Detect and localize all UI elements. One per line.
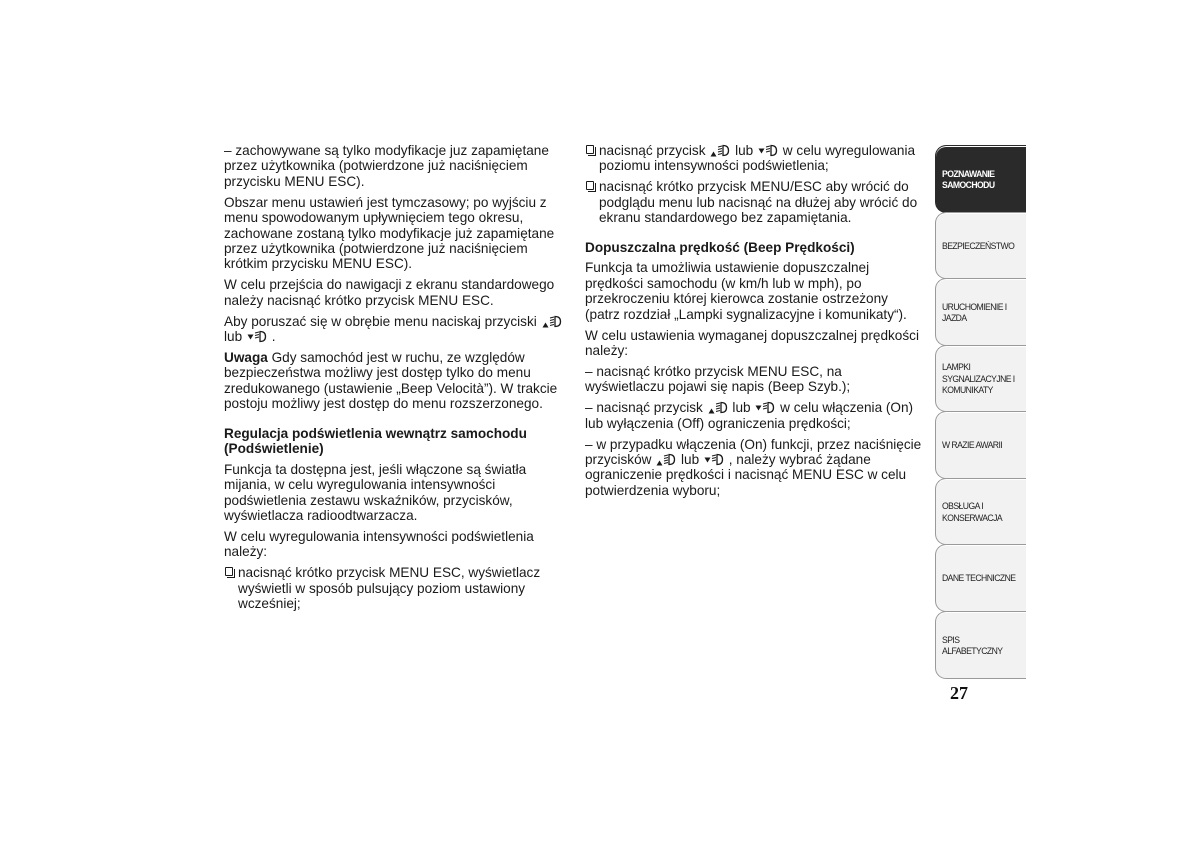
tab-obsluga-i-konserwacja[interactable]: [935, 478, 1026, 545]
brightness-up-icon: [710, 144, 730, 157]
tab-spis-alfabetyczny[interactable]: [935, 611, 1026, 679]
text-run: – w przypadku włączenia (On) funkcji, przez naciśnięcie przycisków: [585, 436, 922, 467]
text-run: , należy wybrać żądane ograniczenie prędkości i nacisnąć MENU ESC w celu potwierdzenia wyboru;: [585, 451, 907, 498]
brightness-up-icon: [708, 401, 728, 414]
checkbox-bullet-icon: [586, 145, 594, 154]
text-run: lub: [732, 400, 751, 416]
middle-text-column: [585, 143, 923, 504]
tab-label: SPIS ALFABETYCZNY: [942, 633, 1003, 656]
paragraph: Funkcja ta umożliwia ustawienie dopuszczalnej prędkości samochodu (w km/h lub w mph), po przekroczeniu której kierowca zostanie ostrzeżony (patrz rozdział „Lampki sygnalizacyjne i komunikaty“).: [585, 260, 907, 322]
tab-label: BEZPIECZEŃSTWO: [942, 239, 1015, 251]
checkbox-bullet-icon: [225, 567, 233, 576]
paragraph: W celu przejścia do nawigacji z ekranu standardowego należy nacisnąć krótko przycisk MENU ESC.: [224, 277, 555, 308]
bullet-item: [585, 179, 923, 225]
text-run: w celu włączenia (On) lub wyłączenia (Off) ograniczenia prędkości;: [585, 400, 914, 431]
note-label: Uwaga: [224, 349, 268, 365]
bullet-item: [224, 565, 566, 611]
left-text-column: [224, 143, 566, 617]
paragraph: Funkcja ta dostępna jest, jeśli włączone są światła mijania, w celu wyregulowania intensywności podświetlenia zestawu wskaźników, przycisków, wyświetlacza radioodtwarzacza.: [224, 461, 527, 524]
text-run: lub: [735, 143, 754, 158]
paragraph: [585, 437, 923, 499]
text-run: lub: [681, 451, 700, 467]
bullet-item: [585, 143, 923, 174]
tab-label: URUCHOMIENIE I JAZDA: [942, 300, 1007, 323]
paragraph: Obszar menu ustawień jest tymczasowy; po wyjściu z menu spowodowanym upływnięciem tego okresu, zachowane zostaną tylko modyfikacje już zapamiętane przez użytkownika (potwierdzone już naciśnięciem krótkim przycisku MENU ESC).: [224, 194, 555, 272]
tab-w-razie-awarii[interactable]: [935, 411, 1026, 479]
text-run: lub: [224, 328, 243, 344]
paragraph: [224, 350, 566, 412]
checkbox-bullet-icon: [586, 181, 594, 190]
tab-label: POZNAWANIE SAMOCHODU: [942, 167, 995, 190]
paragraph: [224, 314, 566, 345]
tab-uruchomienie-i-jazda[interactable]: [935, 278, 1026, 346]
section-heading: Dopuszczalna prędkość (Beep Prędkości): [585, 239, 855, 255]
text-run: w celu wyregulowania poziomu intensywności podświetlenia;: [599, 143, 916, 174]
brightness-down-icon: [758, 144, 778, 157]
text-run: nacisnąć przycisk: [599, 143, 706, 158]
paragraph: W celu wyregulowania intensywności podświetlenia należy:: [224, 528, 534, 560]
text-run: nacisnąć krótko przycisk MENU/ESC aby wrócić do podglądu menu lub nacisnąć na dłużej aby wrócić do ekranu standardowego bez zapamiętania.: [599, 179, 918, 226]
paragraph: – zachowywane są tylko modyfikacje juz zapamiętane przez użytkownika (potwierdzone już naciśnięciem przycisku MENU ESC).: [224, 143, 549, 189]
text-run: – nacisnąć przycisk: [585, 400, 703, 416]
tab-label: W RAZIE AWARII: [942, 439, 1003, 451]
tab-dane-techniczne[interactable]: [935, 544, 1026, 612]
tab-poznawanie-samochodu[interactable]: [935, 145, 1026, 213]
tab-lampki-sygnalizacyjne[interactable]: [935, 345, 1026, 412]
text-run: .: [271, 328, 276, 344]
brightness-down-icon: [755, 401, 775, 414]
tab-bezpieczenstwo[interactable]: [935, 212, 1026, 279]
paragraph: W celu ustawienia wymaganej dopuszczalnej prędkości należy:: [585, 327, 919, 358]
brightness-up-icon: [656, 453, 676, 466]
page-number: 27: [950, 683, 968, 703]
tab-label: DANE TECHNICZNE: [942, 572, 1016, 584]
paragraph: – nacisnąć krótko przycisk MENU ESC, na wyświetlaczu pojawi się napis (Beep Szyb.);: [585, 363, 851, 395]
section-heading: Regulacja podświetlenia wewnątrz samochodu (Podświetlenie): [224, 425, 527, 456]
text-run: Gdy samochód jest w ruchu, ze względów bezpieczeństwa możliwy jest dostęp tylko do menu zredukowanego (ustawienie „Beep Velocità”). W trakcie postoju możliwy jest dostęp do menu rozszerzonego.: [224, 349, 558, 412]
text-run: Aby poruszać się w obrębie menu naciskaj przyciski: [224, 313, 537, 329]
brightness-down-icon: [247, 330, 267, 343]
text-run: nacisnąć krótko przycisk MENU ESC, wyświetlacz wyświetli w sposób pulsujący poziom ustawiony wcześniej;: [238, 565, 541, 612]
paragraph: [585, 400, 923, 431]
brightness-up-icon: [542, 315, 562, 328]
tab-label: LAMPKI SYGNALIZACYJNE I KOMUNIKATY: [942, 361, 1015, 396]
brightness-down-icon: [704, 453, 724, 466]
tab-label: OBSŁUGA I KONSERWACJA: [942, 500, 1003, 523]
